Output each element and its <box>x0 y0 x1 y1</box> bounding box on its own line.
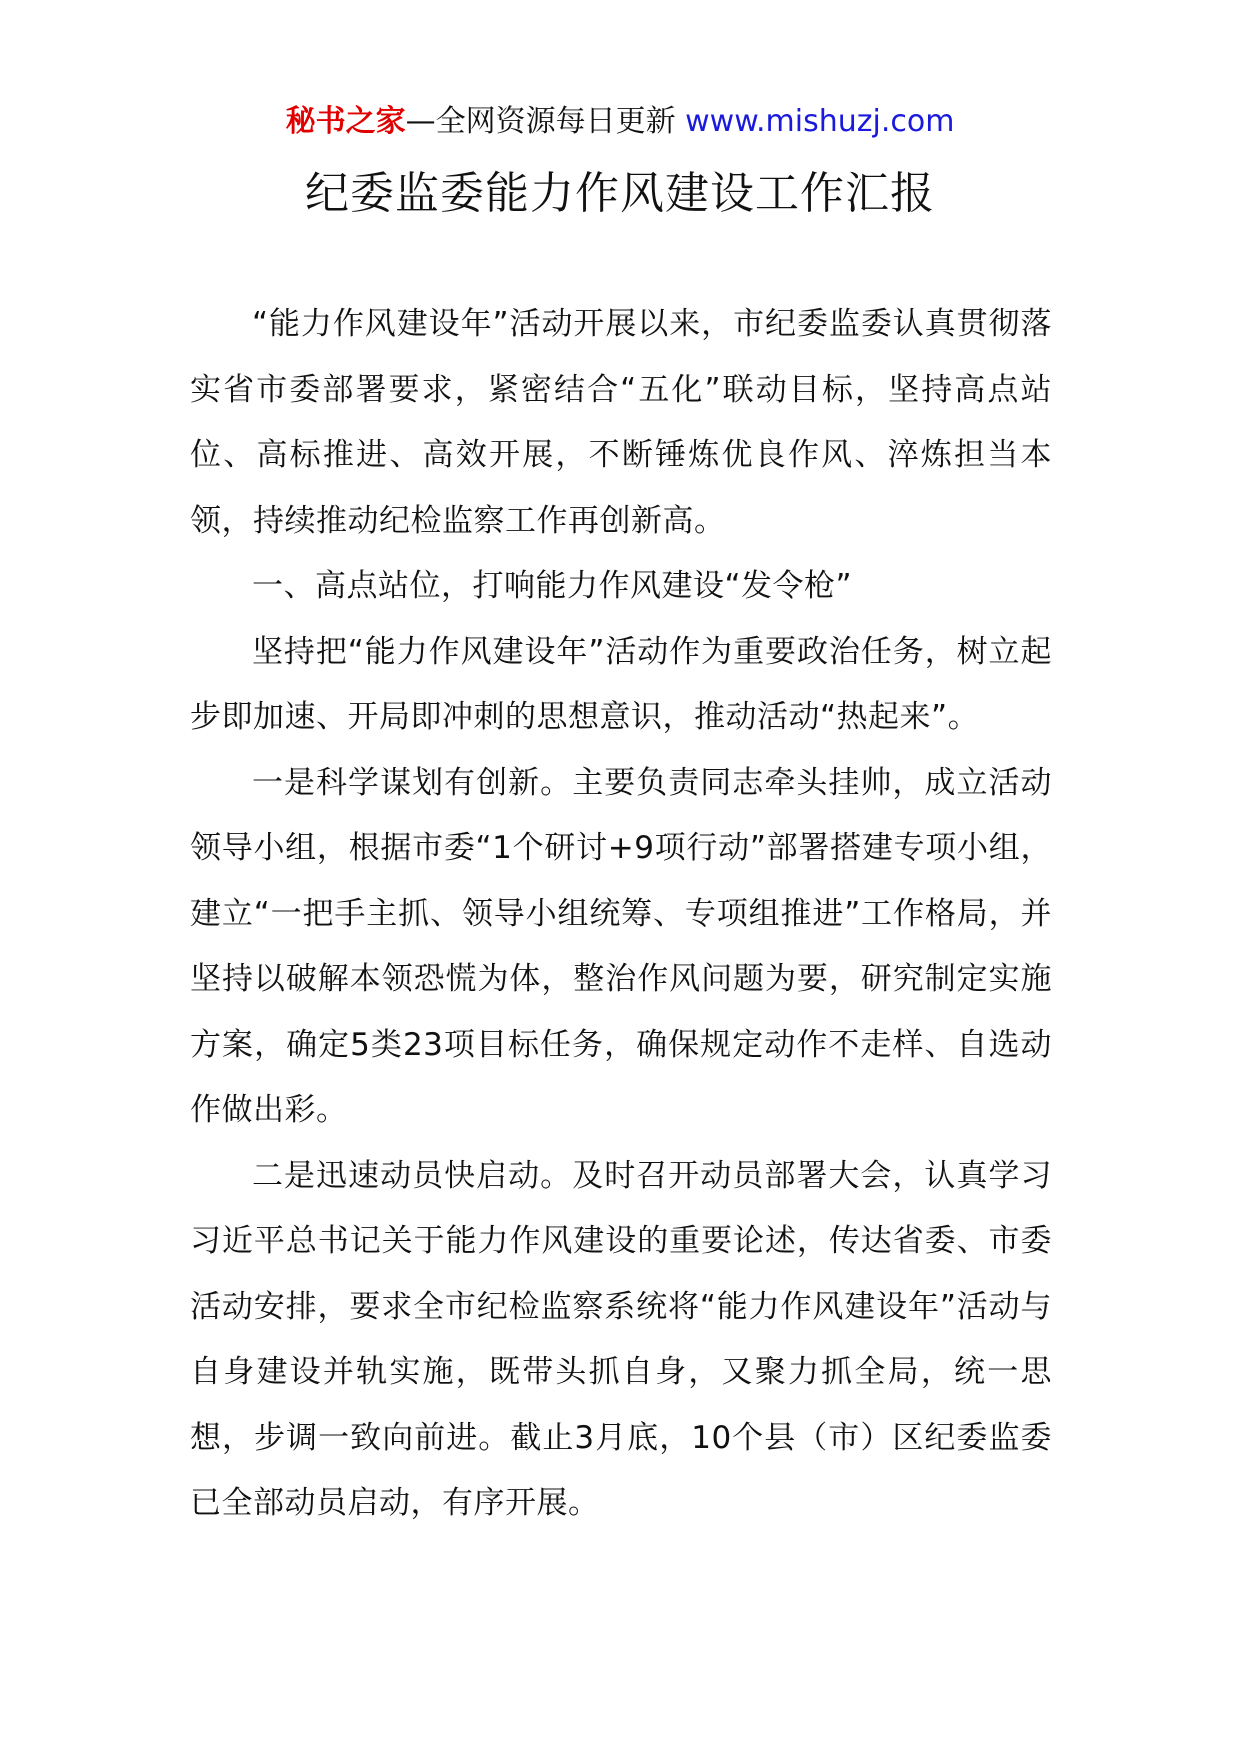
intro-paragraph: “能力作风建设年”活动开展以来，市纪委监委认真贯彻落实省市委部署要求，紧密结合“五化”联动目标，坚持高点站位、高标推进、高效开展，不断锤炼优良作风、淬炼担当本领，持续推动纪检监察工作再创新高。 <box>190 306 1052 539</box>
site-url-link[interactable]: www.mishuzj.com <box>685 104 955 139</box>
document-body <box>190 292 1052 1537</box>
point-2-paragraph: 二是迅速动员快启动。及时召开动员部署大会，认真学习习近平总书记关于能力作风建设的重要论述，传达省委、市委活动安排，要求全市纪检监察系统将“能力作风建设年”活动与自身建设并轨实施，既带头抓自身，又聚力抓全局，统一思想，步调一致向前进。截止3月底，10个县（市）区纪委监委已全部动员启动，有序开展。 <box>190 1157 1052 1521</box>
point-1-paragraph: 一是科学谋划有创新。主要负责同志牵头挂帅，成立活动领导小组，根据市委“1个研讨+9项行动”部署搭建专项小组，建立“一把手主抓、领导小组统筹、专项组推进”工作格局，并坚持以破解本领恐慌为体，整治作风问题为要，研究制定实施方案，确定5类23项目标任务，确保规定动作不走样、自选动作做出彩。 <box>190 764 1052 1128</box>
document-title: 纪委监委能力作风建设工作汇报 <box>305 168 935 219</box>
section-1-intro-paragraph: 坚持把“能力作风建设年”活动作为重要政治任务，树立起步即加速、开局即冲刺的思想意识，推动活动“热起来”。 <box>190 633 1052 735</box>
site-slogan: —全网资源每日更新 <box>405 104 686 139</box>
section-heading-1: 一、高点站位，打响能力作风建设“发令枪” <box>252 568 853 604</box>
brand-name: 秘书之家 <box>285 104 406 139</box>
site-header <box>0 100 1240 144</box>
